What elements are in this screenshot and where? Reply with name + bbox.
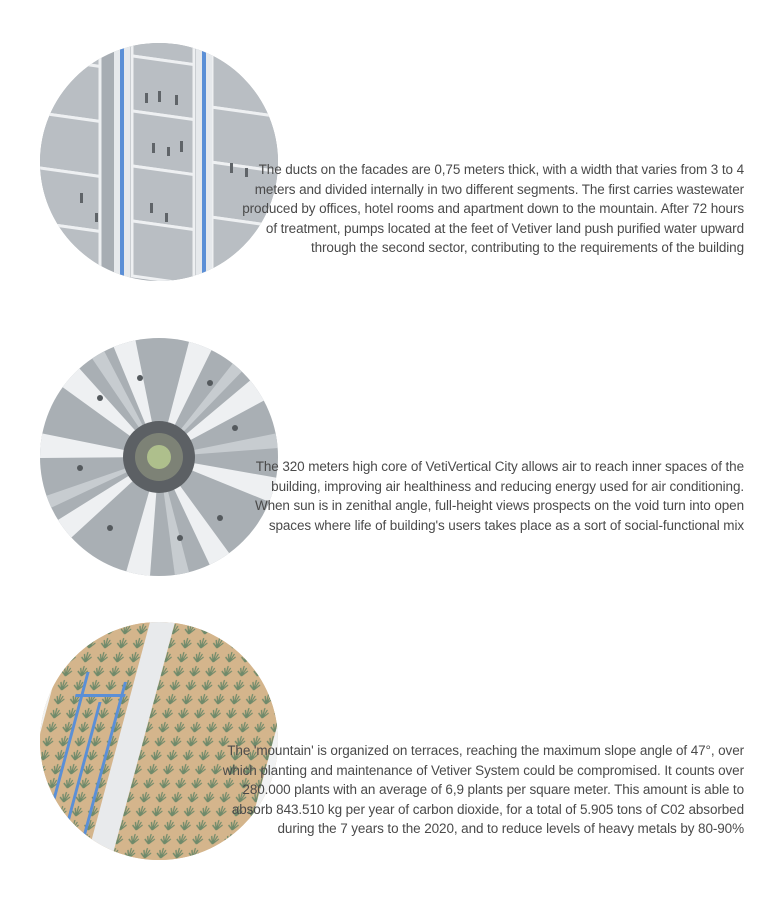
facade-ducts-description: The ducts on the facades are 0,75 meters thick, with a width that varies from 3 to 4 meters and divided internally in two different segments. The first carries wastewater produced by offices, hotel rooms and apartment down to the mountain. After 72 hours of treatment, pumps located at the feet of Vetiver land push purified water upward through the second sector, contributing to the requirements of the building xyxy=(242,162,744,255)
central-core-description: The 320 meters high core of VetiVertical City allows air to reach inner spaces of the building, improving air healthiness and reducing energy used for air conditioning. When sun is in zenithal angle, full-height views prospects on the void turn into open spaces where life of building's users takes place as a sort of social-functional mix xyxy=(254,459,744,533)
terraced-mountain-description: The 'mountain' is organized on terraces, reaching the maximum slope angle of 47°, over which planting and maintenance of Vetiver System could be compromised. It counts over 280.000 plants with an average of 6,9 plants per square meter. This amount is able to absorb 843.510 kg per year of carbon dioxide, for a total of 5.905 tons of C02 absorbed during the 7 years to the 2020, and to reduce levels of heavy metals by 80-90% xyxy=(222,743,744,836)
